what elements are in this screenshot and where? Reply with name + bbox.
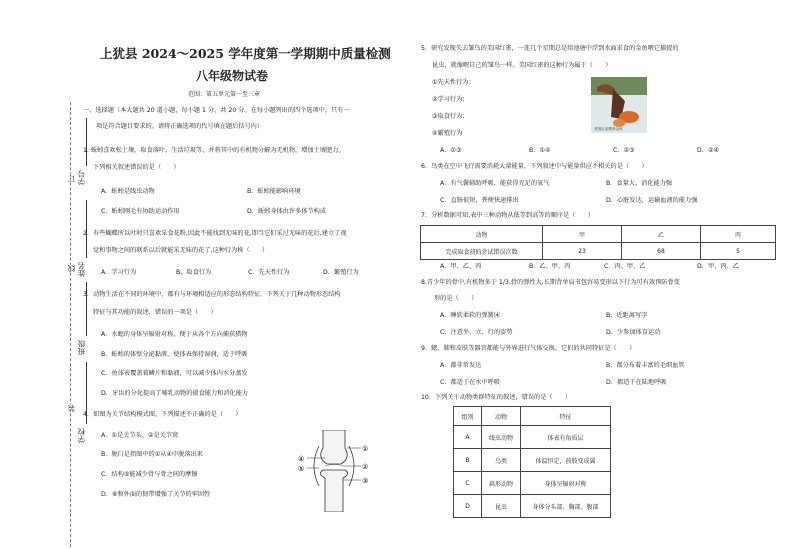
binding-mark-xian: 线 bbox=[67, 265, 76, 273]
table-row bbox=[454, 495, 611, 518]
joint-label-2: ② bbox=[362, 463, 369, 471]
table-cell: 5 bbox=[701, 243, 776, 260]
table-cell: 体温恒定，前肢变成翼 bbox=[521, 449, 611, 472]
q1-option-c[interactable]: C．蚯蚓刚毛有协助运动作用 bbox=[101, 208, 180, 215]
q8-stem-line1: 8.青少年的骨中,有机物多于 1/3,骨的弹性大,长期背单肩书包容易变形以下行为可有效预防骨变 bbox=[421, 279, 680, 286]
q1-option-d[interactable]: D．蚯蚓身体由许多体节构成 bbox=[247, 208, 327, 215]
q4-option-c[interactable]: C．结构⑤能减少骨与骨之间的摩擦 bbox=[101, 471, 198, 478]
cardinal-feeding-goldfish-image bbox=[591, 77, 647, 133]
table-row bbox=[454, 449, 611, 472]
table-cell: D bbox=[454, 495, 482, 518]
table-cell: 68 bbox=[622, 243, 701, 260]
q6-option-c[interactable]: C．直肠很短，粪便快速排出 bbox=[440, 197, 519, 204]
q8-option-a[interactable]: A．睡软柔软的弹簧床 bbox=[440, 312, 500, 319]
q2-stem-line1: 2．有些蝴蝶所以吐时只喜欢采食花粉,因此不能找到无味的花,即当它们采过无味的花后,建立了视 bbox=[83, 230, 347, 237]
q2-option-d[interactable]: D．繁殖行为 bbox=[323, 269, 359, 276]
table-cell: 身体呈辐射对称 bbox=[521, 472, 611, 495]
q5-option-b[interactable]: B．①④ bbox=[529, 147, 551, 154]
q8-stem-line2: 形的是（ ） bbox=[434, 295, 478, 302]
q7-option-c[interactable]: C．丙、甲、乙 bbox=[604, 263, 646, 270]
q4-option-a[interactable]: A．①是关节头、②是关节窝 bbox=[101, 432, 179, 439]
table-cell: 身体分头部、胸部、腹部 bbox=[521, 495, 611, 518]
q3-option-b[interactable]: B．蚯蚓的体壁分泌黏液，使体表保持湿润，适于呼吸 bbox=[101, 351, 248, 358]
table-header-cell: 丙 bbox=[701, 226, 776, 243]
joint-label-3: ③ bbox=[362, 477, 369, 485]
table-cell: 线虫动物 bbox=[482, 426, 521, 449]
q9-option-b[interactable]: B．都分布着丰富的毛细血管 bbox=[606, 362, 685, 369]
q8-option-b[interactable]: B．近距离写字 bbox=[606, 312, 648, 319]
joint-capsule-left bbox=[314, 446, 319, 486]
table-cell: 扁形动物 bbox=[482, 472, 521, 495]
q7-option-b[interactable]: B．乙、甲、丙 bbox=[529, 263, 571, 270]
section1-intro-line2: 项是符合题目要求的。请将正确选项的代号填在题后括号内） bbox=[96, 123, 264, 130]
q10-feature-table bbox=[453, 406, 611, 518]
table-cell: 鸟类 bbox=[482, 449, 521, 472]
q10-stem: 10．下列关于动物类群特征的叙述，错误的是（ ） bbox=[421, 394, 572, 401]
binding-label-class: 班级 bbox=[77, 340, 86, 355]
binding-mark-zhuang: 装 bbox=[67, 405, 76, 413]
q6-stem: 6．鸟类在空中飞行需要消耗大量能量，下列叙述中与能量供应不相关的是（ ） bbox=[421, 163, 648, 170]
table-cell: 23 bbox=[543, 243, 622, 260]
binding-label-name: 姓名 bbox=[77, 262, 86, 277]
table-row bbox=[454, 472, 611, 495]
table-cell: A bbox=[454, 426, 482, 449]
table-header-cell: 乙 bbox=[622, 226, 701, 243]
table-header-cell: 甲 bbox=[543, 226, 622, 243]
table-header-cell: 特征 bbox=[521, 407, 611, 426]
q5-stem-line2: 昆虫，就像喂自己的雏鸟一样。美国红雀的这种行为属于（ ） bbox=[432, 62, 612, 69]
q1-stem-line2: 下列相关叙述错误的是（ ） bbox=[93, 164, 180, 171]
table-header-row bbox=[421, 226, 776, 243]
table-row bbox=[454, 426, 611, 449]
q7-stem: 7．分析数据可知,表中三种动物从低等到高等的顺序是（ ） bbox=[421, 212, 594, 219]
joint-cartilage bbox=[325, 465, 343, 467]
joint-label-4: ④ bbox=[298, 455, 305, 463]
table-header-cell: 组别 bbox=[454, 407, 482, 426]
joint-label-5: ⑤ bbox=[298, 465, 305, 473]
table-header-cell: 动物 bbox=[482, 407, 521, 426]
q7-data-table bbox=[420, 225, 776, 260]
table-cell: 完成取食前的尝试错误次数 bbox=[421, 243, 543, 260]
table-cell: B bbox=[454, 449, 482, 472]
student-id-blank-line bbox=[86, 118, 87, 166]
q8-option-c[interactable]: C．注意坐、立、行的姿势 bbox=[440, 329, 513, 336]
q3-option-a[interactable]: A．水螅的身体呈辐射对称，便于从各个方向捕获猎物 bbox=[101, 331, 248, 338]
q6-option-a[interactable]: A．有气囊辅助呼吸，能获得充足的氧气 bbox=[440, 180, 550, 187]
goldfish-icon-2 bbox=[613, 119, 625, 127]
q5-item-2: ②学习行为； bbox=[432, 96, 469, 103]
q8-option-d[interactable]: D．少参加体育运动 bbox=[606, 329, 661, 336]
binding-label-school: 学校 bbox=[77, 428, 86, 443]
q5-option-a[interactable]: A．①③ bbox=[440, 147, 462, 154]
q9-option-a[interactable]: A．都非常发达 bbox=[440, 362, 482, 369]
joint-label-1: ① bbox=[362, 445, 369, 453]
q5-item-4: ④繁殖行为 bbox=[432, 130, 463, 137]
q2-stem-line2: 觉和事物之间的联系以后就能采无味的花了,这种行为称（ ） bbox=[93, 247, 269, 254]
q5-item-3: ③取食行为； bbox=[432, 113, 469, 120]
q2-option-b[interactable]: B．取食行为 bbox=[176, 269, 212, 276]
table-row bbox=[421, 243, 776, 260]
q6-option-d[interactable]: D．心脏发达，运输血液的能力强 bbox=[606, 197, 698, 204]
table-cell: C bbox=[454, 472, 482, 495]
table-header-row bbox=[454, 407, 611, 426]
exam-title: 上犹县 2024～2025 学年度第一学期期中质量检测 bbox=[100, 46, 391, 61]
q1-option-b[interactable]: B．蚯蚓能影响环境 bbox=[247, 188, 301, 195]
q6-option-b[interactable]: B．食量大，消化能力强 bbox=[606, 180, 673, 187]
q5-option-d[interactable]: D．②④ bbox=[697, 147, 720, 154]
q4-option-d[interactable]: D．⑥和外面的韧带增强了关节的牢固性 bbox=[101, 491, 211, 498]
binding-dashed-line bbox=[70, 102, 71, 547]
q9-stem: 9．鳃、肺和皮肤等器官都能与外界进行气体交换，它们的共同特征是（ ） bbox=[421, 345, 636, 352]
q7-option-a[interactable]: A．甲、乙、丙 bbox=[440, 263, 482, 270]
q3-stem-line2: 特征与其功能的叙述，错误的一项是（ ） bbox=[93, 309, 217, 316]
image-caption: 美国红雀喂养金鱼 bbox=[594, 127, 623, 131]
joint-upper-bone bbox=[321, 430, 348, 464]
q1-stem-line1: 1. 蚯蚓喜欢松土壤，取食落叶、生活垃圾等，并将其中的有机物分解为无机物，增加土壤肥力。 bbox=[83, 147, 345, 154]
q1-option-a[interactable]: A．蚯蚓是线虫动物 bbox=[101, 188, 155, 195]
section1-intro-line1: 一、选择题（本大题共 20 道小题，每小题 1 分，共 20 分。在每小题列出的四个选项中，只有一 bbox=[83, 107, 350, 114]
q5-stem-line1: 5．研究发现失去雏鸟的美国红雀，一连几个星期总是给池塘中浮到水面求食的金鱼喂它捕捉的 bbox=[421, 45, 679, 52]
exam-subtitle: 八年级物试卷 bbox=[196, 69, 269, 83]
binding-label-student-id: 学号 bbox=[77, 170, 86, 185]
q3-stem-line1: 3．动物生活在不同的环境中，都有与环境相适应的形态结构特征。下列关于几种动物形态结构 bbox=[83, 291, 341, 298]
q3-option-c[interactable]: C．鱼体表覆盖着鳞片和黏液，可以减少体内水分蒸发 bbox=[101, 370, 248, 377]
q4-stem: 4．如图为关节结构模式图，下列描述不正确的是（ ） bbox=[83, 411, 242, 418]
table-cell: 体表有角质层 bbox=[521, 426, 611, 449]
q3-option-d[interactable]: D．牙齿的分化提高了哺乳动物的摄食能力和消化能力 bbox=[101, 390, 249, 397]
binding-mark-ding: 订 bbox=[67, 175, 76, 183]
q5-item-1: ①先天性行为； bbox=[432, 79, 475, 86]
q2-option-c[interactable]: C．先天性行为 bbox=[248, 269, 290, 276]
joint-diagram bbox=[295, 430, 375, 512]
q9-option-c[interactable]: C．都适于在水中呼吸 bbox=[440, 379, 501, 386]
exam-scope: 范围：第五单元第一至三章 bbox=[188, 91, 261, 98]
q4-option-b[interactable]: B．脱臼是指图中的①从④中脱落出来 bbox=[101, 451, 203, 458]
q5-option-c[interactable]: C．②③ bbox=[613, 147, 635, 154]
table-header-cell: 动物 bbox=[421, 226, 543, 243]
q7-option-d[interactable]: D．甲、丙、乙 bbox=[697, 263, 739, 270]
q2-option-a[interactable]: A．学习行为 bbox=[101, 269, 137, 276]
joint-lower-bone bbox=[320, 470, 347, 512]
q9-option-d[interactable]: D．都适于在陆地呼吸 bbox=[606, 379, 667, 386]
table-cell: 昆虫 bbox=[482, 495, 521, 518]
